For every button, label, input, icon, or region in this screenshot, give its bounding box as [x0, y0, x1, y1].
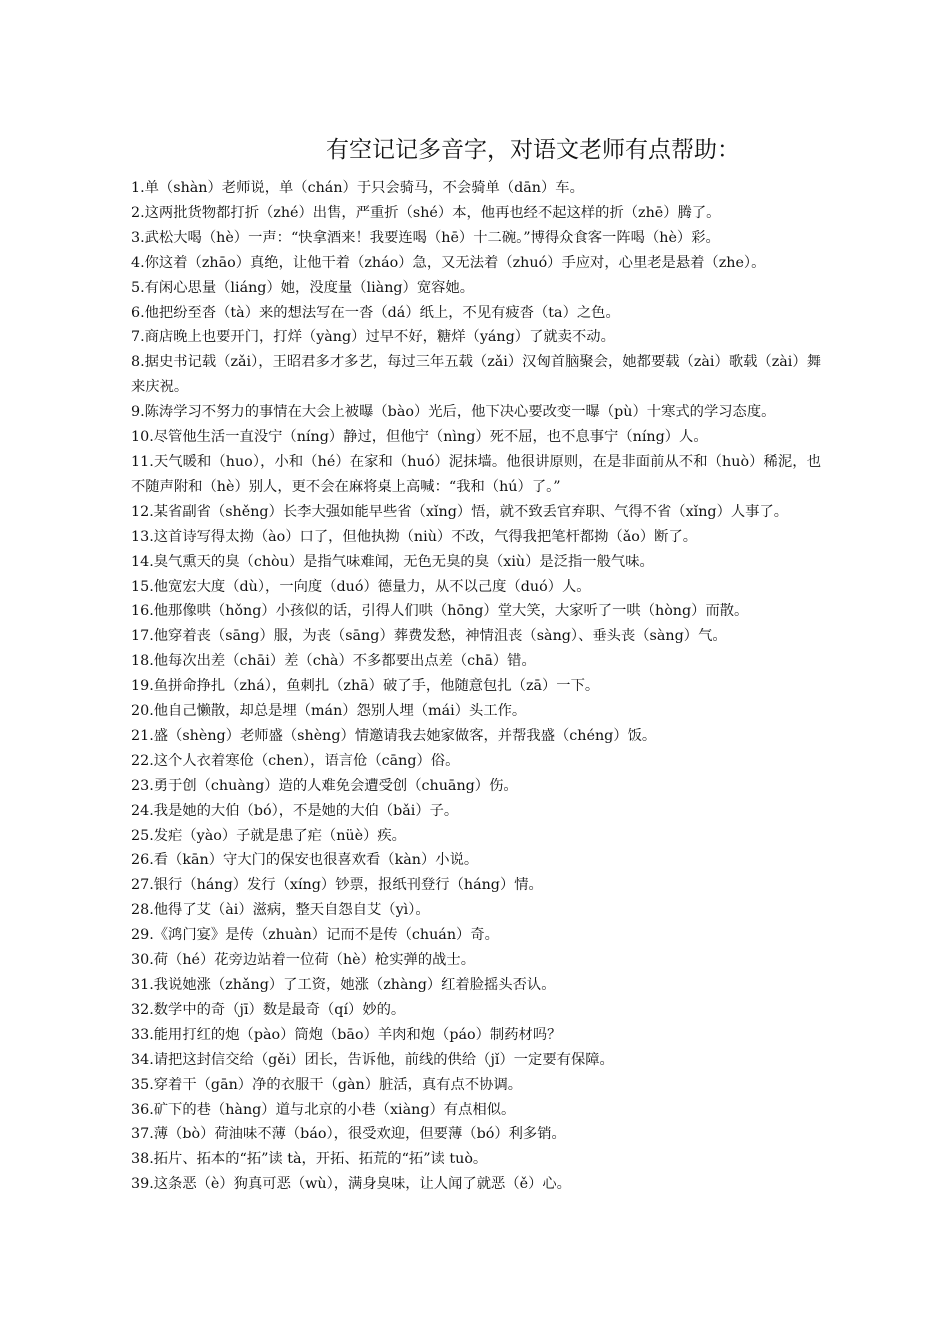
list-item: 30.荷（hé）花旁边站着一位荷（hè）枪实弹的战士。	[131, 952, 476, 969]
list-item: 39.这条恶（è）狗真可恶（wù），满身臭味，让人闻了就恶（ě）心。	[131, 1176, 571, 1193]
polyphone-list	[131, 176, 821, 1197]
list-item: 15.他宽宏大度（dù），一向度（duó）德量力，从不以己度（duó）人。	[131, 578, 591, 595]
list-item: 2.这两批货物都打折（zhé）出售，严重折（shé）本，他再也经不起这样的折（zhē）腾了。	[131, 204, 721, 221]
list-item: 1.单（shàn）老师说，单（chán）于只会骑马，不会骑单（dān）车。	[131, 180, 584, 196]
list-item: 34.请把这封信交给（gěi）团长，告诉他，前线的供给（jǐ）一定要有保障。	[131, 1051, 614, 1068]
list-item: 31.我说她涨（zhǎng）了工资，她涨（zhàng）红着脸摇头否认。	[131, 977, 556, 993]
list-item: 12.某省副省（shěng）长李大强如能早些省（xǐng）悟，就不致丢官弃职、气得不省（xǐng）人事了。	[131, 503, 789, 520]
list-item: 35.穿着干（gān）净的衣服干（gàn）脏活，真有点不协调。	[131, 1076, 523, 1093]
list-item: 10.尽管他生活一直没宁（níng）静过，但他宁（nìng）死不屈，也不息事宁（níng）人。	[131, 429, 708, 446]
list-item: 25.发疟（yào）子就是患了疟（nüè）疾。	[131, 827, 406, 844]
list-item: 6.他把纷至沓（tà）来的想法写在一沓（dá）纸上，不见有疲沓（ta）之色。	[131, 304, 620, 321]
list-item: 22.这个人衣着寒伧（chen），语言伧（cāng）俗。	[131, 752, 460, 769]
list-item: 33.能用打红的炮（pào）筒炮（bāo）羊肉和炮（páo）制药材吗？	[131, 1026, 562, 1043]
list-item: 27.银行（háng）发行（xíng）钞票，报纸刊登行（háng）情。	[131, 877, 543, 894]
list-item: 4.你这着（zhāo）真绝，让他干着（zháo）急，又无法着（zhuó）手应对，心里老是悬着（zhe）。	[131, 254, 766, 271]
list-item: 8.据史书记载（zǎi），王昭君多才多艺，每过三年五载（zǎi）汉匈首脑聚会，她都要载（zài）歌载（zài）舞来庆祝。	[131, 354, 821, 396]
list-item: 13.这首诗写得太拗（ào）口了，但他执拗（niù）不改，气得我把笔杆都拗（ǎo）断了。	[131, 528, 698, 545]
list-item: 23.勇于创（chuàng）造的人难免会遭受创（chuāng）伤。	[131, 777, 518, 794]
list-item: 9.陈涛学习不努力的事情在大会上被曝（bào）光后，他下决心要改变一曝（pù）十寒式的学习态度。	[131, 404, 776, 421]
list-item: 32.数学中的奇（jī）数是最奇（qí）妙的。	[131, 1001, 406, 1018]
list-item: 24.我是她的大伯（bó），不是她的大伯（bǎi）子。	[131, 802, 459, 819]
list-item: 11.天气暖和（huo），小和（hé）在家和（huó）泥抹墙。他很讲原则，在是非面前从不和（huò）稀泥，也不随声附和（hè）别人，更不会在麻将桌上高喊：“我和（hú）了。”	[131, 453, 821, 495]
list-item: 26.看（kān）守大门的保安也很喜欢看（kàn）小说。	[131, 852, 479, 869]
list-item: 14.臭气熏天的臭（chòu）是指气味难闻，无色无臭的臭（xiù）是泛指一般气味。	[131, 553, 654, 570]
list-item: 37.薄（bò）荷油味不薄（báo），很受欢迎，但要薄（bó）利多销。	[131, 1126, 566, 1143]
list-item: 36.矿下的巷（hàng）道与北京的小巷（xiàng）有点相似。	[131, 1101, 516, 1118]
list-item: 29.《鸿门宴》是传（zhuàn）记而不是传（chuán）奇。	[131, 927, 499, 944]
list-item: 21.盛（shèng）老师盛（shèng）情邀请我去她家做客，并帮我盛（chéng）饭。	[131, 727, 657, 744]
list-item: 28.他得了艾（ài）滋病，整天自怨自艾（yì）。	[131, 902, 430, 919]
list-item: 38.拓片、拓本的“拓”读 tà，开拓、拓荒的“拓”读 tuò。	[131, 1151, 488, 1168]
list-item: 19.鱼拼命挣扎（zhá），鱼刺扎（zhā）破了手，他随意包扎（zā）一下。	[131, 678, 600, 695]
list-item: 17.他穿着丧（sāng）服，为丧（sāng）葬费发愁，神情沮丧（sàng）、垂头丧（sàng）气。	[131, 628, 727, 645]
list-item: 7.商店晚上也要开门，打烊（yàng）过早不好，糖烊（yáng）了就卖不动。	[131, 329, 615, 346]
list-item: 3.武松大喝（hè）一声：“快拿酒来！我要连喝（hē）十二碗。”博得众食客一阵喝（hè）彩。	[131, 229, 720, 246]
list-item: 18.他每次出差（chāi）差（chà）不多都要出点差（chā）错。	[131, 653, 536, 670]
list-item: 16.他那像哄（hǒng）小孩似的话，引得人们哄（hōng）堂大笑，大家听了一哄（hòng）而散。	[131, 603, 749, 620]
list-item: 20.他自己懒散，却总是埋（mán）怨别人埋（mái）头工作。	[131, 703, 527, 720]
list-item: 5.有闲心思量（liáng）她，没度量（liàng）宽容她。	[131, 279, 475, 296]
document-title: 有空记记多音字，对语文老师有点帮助：	[326, 137, 740, 163]
